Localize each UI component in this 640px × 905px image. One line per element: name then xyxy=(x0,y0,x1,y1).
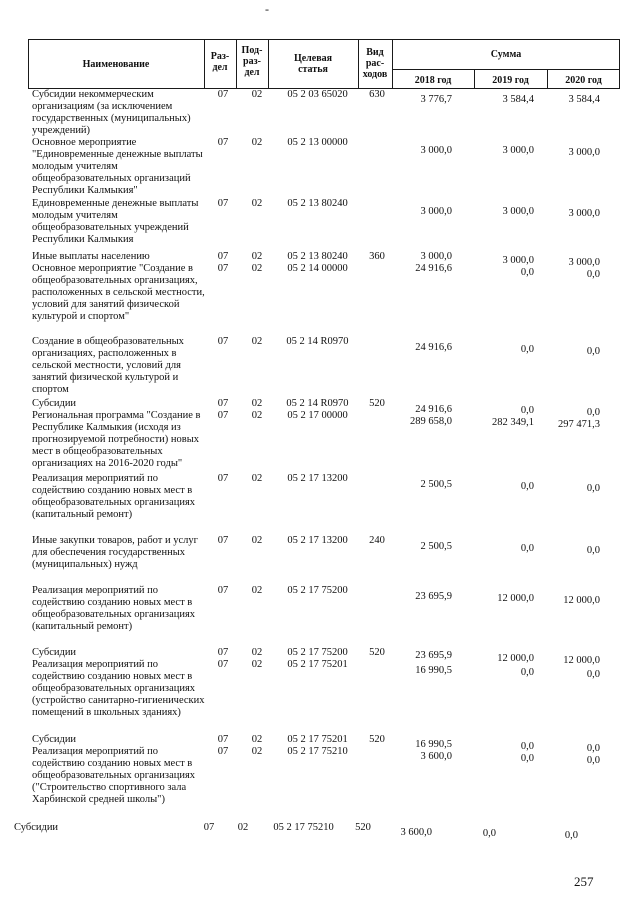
row-target: 05 2 17 00000 xyxy=(287,410,348,421)
row-target: 05 2 17 75200 xyxy=(287,585,348,596)
row-podrazdel: 02 xyxy=(251,647,263,658)
row-name: Реализация мероприятий по содействию созданию новых мест в общеобразовательных организациях (устройство санитарно-гигиенических помещений в школьных зданиях) xyxy=(32,659,205,718)
row-podrazdel: 02 xyxy=(251,89,263,100)
row-2019: 12 000,0 xyxy=(497,593,534,604)
row-2019: 0,0 xyxy=(520,405,534,416)
row-vid: 360 xyxy=(369,251,385,262)
row-target: 05 2 13 80240 xyxy=(287,251,348,262)
row-2020: 3 000,0 xyxy=(568,257,600,268)
row-razdel: 07 xyxy=(217,659,229,670)
header-target xyxy=(268,53,358,75)
header-podrazdel-line: дел xyxy=(244,67,260,78)
header-sum: Сумма xyxy=(490,49,522,60)
row-2018: 23 695,9 xyxy=(415,650,452,661)
row-target: 05 2 14 R0970 xyxy=(286,398,349,409)
row-podrazdel: 02 xyxy=(251,746,263,757)
row-razdel: 07 xyxy=(217,251,229,262)
row-2019: 0,0 xyxy=(520,753,534,764)
row-name: Субсидии некоммерческим организациям (за исключением государственных (муниципальных) учреждений) xyxy=(32,89,191,136)
row-2018: 24 916,6 xyxy=(415,404,452,415)
row-razdel: 07 xyxy=(217,473,229,484)
row-razdel: 07 xyxy=(217,137,229,148)
row-2019: 3 000,0 xyxy=(502,145,534,156)
row-razdel: 07 xyxy=(217,535,229,546)
row-razdel: 07 xyxy=(217,410,229,421)
row-podrazdel: 02 xyxy=(251,535,263,546)
row-name: Субсидии xyxy=(32,398,77,409)
row-2019: 12 000,0 xyxy=(497,653,534,664)
row-razdel: 07 xyxy=(217,585,229,596)
row-2020: 0,0 xyxy=(586,483,600,494)
row-vid: 520 xyxy=(369,647,385,658)
row-2019: 0,0 xyxy=(520,741,534,752)
row-target: 05 2 03 65020 xyxy=(287,89,348,100)
top-mark: - xyxy=(265,2,269,16)
row-2019: 0,0 xyxy=(520,667,534,678)
header-sum-divider xyxy=(392,69,620,70)
row-razdel: 07 xyxy=(217,198,229,209)
row-2020: 0,0 xyxy=(586,755,600,766)
row-vid: 240 xyxy=(369,535,385,546)
row-name: Реализация мероприятий по содействию созданию новых мест в общеобразовательных организациях (капитальный ремонт) xyxy=(32,473,196,520)
row-razdel: 07 xyxy=(217,263,229,274)
header-year-2019: 2019 год xyxy=(492,75,529,86)
row-target: 05 2 17 75200 xyxy=(287,647,348,658)
row-2019: 3 000,0 xyxy=(502,206,534,217)
row-target: 05 2 17 75201 xyxy=(287,734,348,745)
header-target-line: статья xyxy=(298,64,328,75)
header-vid-line: рас- xyxy=(365,58,385,69)
row-podrazdel: 02 xyxy=(237,822,249,833)
row-razdel: 07 xyxy=(217,647,229,658)
row-2019: 0,0 xyxy=(520,344,534,355)
row-2020: 3 000,0 xyxy=(568,147,600,158)
header-year-2020: 2020 год xyxy=(565,75,602,86)
row-2020: 0,0 xyxy=(586,545,600,556)
row-name: Иные выплаты населению xyxy=(32,251,150,262)
row-razdel: 07 xyxy=(217,746,229,757)
row-name: Реализация мероприятий по содействию созданию новых мест в общеобразовательных организациях (капитальный ремонт) xyxy=(32,585,196,632)
row-2020: 0,0 xyxy=(586,346,600,357)
row-2018: 3 000,0 xyxy=(420,145,452,156)
row-vid: 630 xyxy=(369,89,385,100)
header-podrazdel xyxy=(236,45,268,78)
row-target: 05 2 14 R0970 xyxy=(286,336,349,347)
header-name: Наименование xyxy=(82,59,150,70)
row-name: Субсидии xyxy=(32,734,77,745)
row-target: 05 2 17 75210 xyxy=(287,746,348,757)
row-name: Основное мероприятие "Создание в общеобразовательных организациях, расположенных в сельской местности, условий для занятий физической культурой и спортом" xyxy=(32,263,205,322)
row-razdel: 07 xyxy=(217,89,229,100)
row-2018: 24 916,6 xyxy=(415,263,452,274)
row-2019: 0,0 xyxy=(520,267,534,278)
row-name: Реализация мероприятий по содействию созданию новых мест в общеобразовательных организациях ("Строительство спортивного зала Харбинской средней школы") xyxy=(32,746,196,805)
row-2020: 0,0 xyxy=(586,743,600,754)
row-2019: 3 584,4 xyxy=(502,94,534,105)
row-2018: 16 990,5 xyxy=(415,739,452,750)
row-2020: 0,0 xyxy=(586,669,600,680)
row-podrazdel: 02 xyxy=(251,410,263,421)
header-target-line: Целевая xyxy=(293,53,333,64)
row-2020: 297 471,3 xyxy=(558,419,600,430)
row-2018: 3 776,7 xyxy=(420,94,452,105)
page-number: 257 xyxy=(574,874,594,889)
row-target: 05 2 13 00000 xyxy=(287,137,348,148)
row-2018: 24 916,6 xyxy=(415,342,452,353)
row-2019: 0,0 xyxy=(482,828,496,839)
row-target: 05 2 17 75201 xyxy=(287,659,348,670)
row-podrazdel: 02 xyxy=(251,585,263,596)
row-target: 05 2 13 80240 xyxy=(287,198,348,209)
row-2018: 3 000,0 xyxy=(420,206,452,217)
row-2019: 3 000,0 xyxy=(502,255,534,266)
row-2018: 3 000,0 xyxy=(420,251,452,262)
header-razdel-line: Раз- xyxy=(210,51,230,62)
row-podrazdel: 02 xyxy=(251,251,263,262)
row-target: 05 2 17 75210 xyxy=(273,822,334,833)
row-podrazdel: 02 xyxy=(251,198,263,209)
row-2020: 0,0 xyxy=(586,269,600,280)
row-2019: 0,0 xyxy=(520,543,534,554)
row-2020: 0,0 xyxy=(586,407,600,418)
row-podrazdel: 02 xyxy=(251,734,263,745)
row-target: 05 2 17 13200 xyxy=(287,473,348,484)
row-podrazdel: 02 xyxy=(251,263,263,274)
row-name: Иные закупки товаров, работ и услуг для обеспечения государственных (муниципальных) нужд xyxy=(32,535,198,570)
row-2018: 2 500,5 xyxy=(420,541,452,552)
table-header xyxy=(28,39,620,89)
row-name: Основное мероприятие "Единовременные денежные выплаты молодым учителям общеобразовательных организаций Республики Калмыкия" xyxy=(32,137,203,196)
row-vid: 520 xyxy=(369,734,385,745)
row-vid: 520 xyxy=(355,822,371,833)
row-target: 05 2 14 00000 xyxy=(287,263,348,274)
row-2019: 0,0 xyxy=(520,481,534,492)
row-2018: 23 695,9 xyxy=(415,591,452,602)
row-2019: 282 349,1 xyxy=(492,417,534,428)
row-2020: 3 584,4 xyxy=(568,94,600,105)
row-name: Единовременные денежные выплаты молодым учителям общеобразовательных учреждений Республики Калмыкия xyxy=(32,198,199,245)
header-year-2018: 2018 год xyxy=(414,75,452,86)
row-name: Региональная программа "Создание в Республике Калмыкия (исходя из прогнозируемой потребности) новых мест в общеобразовательных организациях на 2016-2020 годы" xyxy=(32,410,201,469)
row-name: Субсидии xyxy=(32,647,77,658)
header-razdel-line: дел xyxy=(212,62,228,73)
row-podrazdel: 02 xyxy=(251,137,263,148)
row-2020: 12 000,0 xyxy=(563,655,600,666)
header-podrazdel-line: раз- xyxy=(243,56,261,67)
row-podrazdel: 02 xyxy=(251,659,263,670)
row-name: Субсидии xyxy=(14,822,59,833)
row-2018: 3 600,0 xyxy=(420,751,452,762)
header-razdel xyxy=(204,51,236,73)
row-target: 05 2 17 13200 xyxy=(287,535,348,546)
row-vid: 520 xyxy=(369,398,385,409)
header-vid-line: ходов xyxy=(362,69,388,80)
row-2020: 3 000,0 xyxy=(568,208,600,219)
header-vid-line: Вид xyxy=(366,47,384,58)
row-2020: 0,0 xyxy=(564,830,578,841)
row-razdel: 07 xyxy=(217,734,229,745)
row-podrazdel: 02 xyxy=(251,398,263,409)
row-2018: 2 500,5 xyxy=(420,479,452,490)
row-2020: 12 000,0 xyxy=(563,595,600,606)
row-2018: 289 658,0 xyxy=(410,416,452,427)
row-2018: 3 600,0 xyxy=(400,827,432,838)
header-vid xyxy=(358,47,392,80)
row-2018: 16 990,5 xyxy=(415,665,452,676)
header-border-top xyxy=(28,39,620,40)
row-name: Создание в общеобразовательных организациях, расположенных в сельской местности, условий для занятий физической культурой и спортом xyxy=(32,336,184,395)
row-podrazdel: 02 xyxy=(251,336,263,347)
row-razdel: 07 xyxy=(203,822,215,833)
header-podrazdel-line: Под- xyxy=(241,45,263,56)
row-razdel: 07 xyxy=(217,398,229,409)
row-razdel: 07 xyxy=(217,336,229,347)
row-podrazdel: 02 xyxy=(251,473,263,484)
